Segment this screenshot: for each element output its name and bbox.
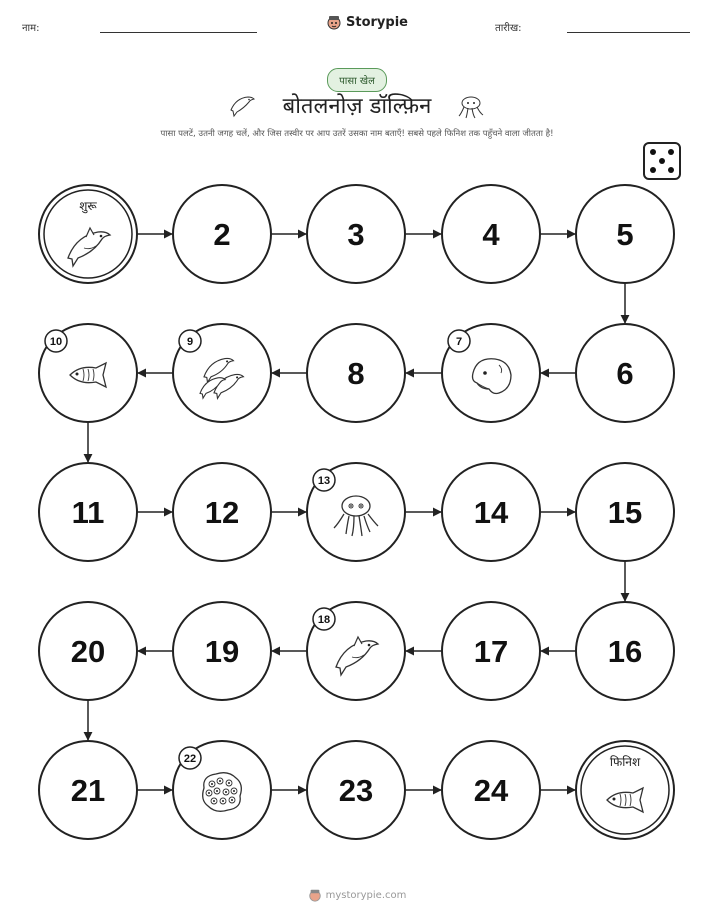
board-space-5 (576, 185, 674, 283)
board-space-21 (39, 741, 137, 839)
space-number: 17 (473, 634, 509, 669)
start-label: शुरू (79, 199, 97, 213)
space-number: 23 (338, 773, 374, 808)
space-number: 15 (607, 495, 643, 530)
board-space-17 (442, 602, 540, 700)
space-number: 7 (455, 336, 463, 348)
board-space-12 (173, 463, 271, 561)
board-space-18 (307, 602, 405, 700)
board-space-22 (173, 741, 271, 839)
board-space-10 (39, 324, 137, 422)
board-space-6 (576, 324, 674, 422)
space-number: 6 (616, 356, 634, 391)
space-number: 19 (204, 634, 240, 669)
game-type-badge: पासा खेल (327, 68, 387, 92)
space-number: 8 (347, 356, 365, 391)
footer (0, 888, 714, 902)
board-space-2 (173, 185, 271, 283)
date-label: तारीख: (495, 23, 522, 34)
space-number: 12 (204, 495, 240, 530)
space-number: 16 (607, 634, 643, 669)
board-space-25 (576, 741, 674, 839)
board-space-7 (442, 324, 540, 422)
board-space-23 (307, 741, 405, 839)
space-number: 20 (70, 634, 106, 669)
space-number: 11 (71, 495, 105, 530)
space-number: 18 (317, 614, 331, 626)
space-number: 24 (473, 773, 509, 808)
finish-label: फिनिश (609, 755, 641, 769)
space-number: 21 (70, 773, 106, 808)
space-number: 3 (347, 217, 365, 252)
space-number: 4 (482, 217, 500, 252)
fish-eggs-icon (203, 773, 242, 812)
board-space-19 (173, 602, 271, 700)
space-number: 14 (473, 495, 509, 530)
footer-url: mystorypie.com (325, 889, 407, 901)
storypie-mascot-icon (308, 888, 322, 902)
board-space-11 (39, 463, 137, 561)
space-number: 22 (183, 753, 197, 765)
name-label: नाम: (22, 23, 40, 34)
space-number: 5 (616, 217, 634, 252)
board-space-15 (576, 463, 674, 561)
space-number: 2 (213, 217, 231, 252)
board-space-13 (307, 463, 405, 561)
instructions-text: पासा पलटें, उतनी जगह चलें, और जिस तस्वीर पर आप उतरें उसका नाम बताएँ! सबसे पहले फिनिश तक पहुँचने वाला जीतता है! (160, 129, 554, 139)
board-space-8 (307, 324, 405, 422)
page-title: बोतलनोज़ डॉल्फ़िन (282, 94, 432, 119)
space-number: 13 (317, 475, 331, 487)
board-space-16 (576, 602, 674, 700)
board-space-14 (442, 463, 540, 561)
brand-name: Storypie (346, 14, 408, 30)
board-space-9 (173, 324, 271, 422)
board-space-4 (442, 185, 540, 283)
board-space-20 (39, 602, 137, 700)
board-space-1 (39, 185, 137, 283)
space-number: 10 (49, 336, 63, 348)
space-number: 9 (186, 336, 194, 348)
board-space-3 (307, 185, 405, 283)
board-space-24 (442, 741, 540, 839)
